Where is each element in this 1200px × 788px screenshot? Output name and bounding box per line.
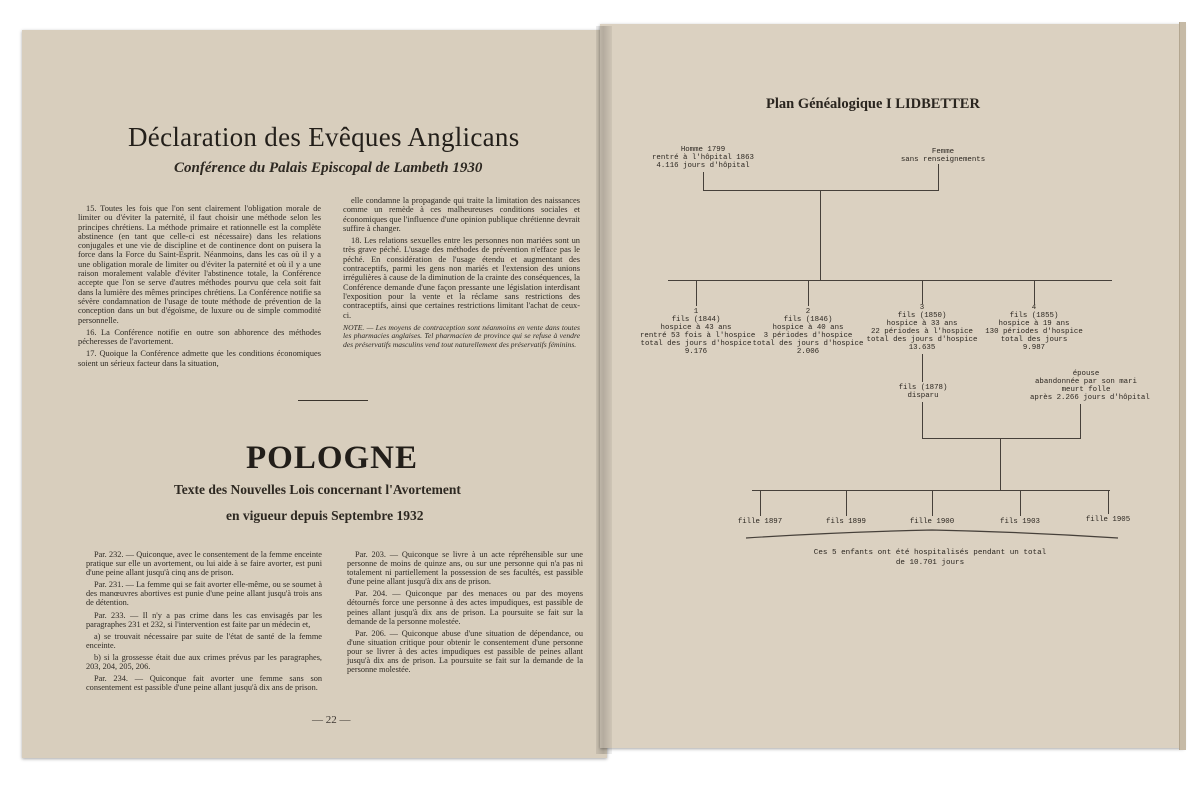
children-bar bbox=[668, 280, 1112, 281]
grandchild-4: fils 1903 bbox=[1000, 518, 1040, 526]
descent-line bbox=[820, 190, 821, 280]
father-line bbox=[703, 172, 704, 190]
article-233-a: a) se trouvait nécessaire par suite de l'état de santé de la femme enceinte. bbox=[86, 631, 322, 650]
father-line-2: rentré à l'hôpital 1863 bbox=[651, 154, 754, 162]
child-1-line-a: fils (1844) bbox=[671, 316, 721, 324]
pologne-subtitle: Texte des Nouvelles Lois concernant l'Avortement bbox=[174, 482, 461, 497]
section-divider bbox=[298, 400, 368, 401]
child-1-total: 9.176 bbox=[684, 348, 708, 356]
grandchild-1: fille 1897 bbox=[737, 518, 783, 526]
child-4-line-c: 130 périodes d'hospice bbox=[985, 328, 1083, 336]
grandson-node bbox=[880, 384, 966, 400]
page-number: — 22 — bbox=[312, 714, 351, 726]
child-3-total: 13.635 bbox=[908, 344, 936, 352]
pologne-subtitle-date: en vigueur depuis Septembre 1932 bbox=[226, 508, 424, 523]
paragraph-15: 15. Toutes les fois que l'on sent clairement l'obligation morale de limiter ou d'éviter la paternité, il faut choisir une méthode selon les principes chrétiens. La méthode primaire et rationnelle est la complète abstinence (en tant que celle-ci est nécessaire) dans les relations conjugales et une vie de discipline et de continence dont on puisera la force dans la Force du Saint-Esprit. Néanmoins, dans les cas où il y a une obligation morale de limiter ou d'éviter la paternité et où il y a une raison moralement valable d'éviter l'abstinence totale, la Conférence accepte que l'on se serve d'autres méthodes pourvu que cela soit fait dans la lumière des mêmes principes chrétiens. La Conférence notifie sa sévère condamnation de l'usage de toute méthode de prévention de la conception dans un but d'égoïsme, de luxure ou de simple commodité personnelle. bbox=[78, 204, 321, 325]
child-3-descent bbox=[922, 354, 923, 382]
child-1-line-b: hospice à 43 ans bbox=[660, 324, 732, 332]
spouse-line-4: après 2.266 jours d'hôpital bbox=[1030, 394, 1150, 402]
second-descent-line bbox=[1000, 438, 1001, 490]
child-2-number: 2 bbox=[805, 308, 811, 316]
spouse-line bbox=[1080, 404, 1081, 438]
grandchild-5: fille 1905 bbox=[1085, 516, 1131, 524]
article-203: Par. 203. — Quiconque se livre à un acte répréhensible sur une personne de moins de quinze ans, ou sur une personne qui n'a pas ni totalement ni partiellement la possession de ses facultés, est passible d'une peine allant jusqu'à dix ans de prison. bbox=[347, 550, 583, 587]
child-1-number: 1 bbox=[693, 308, 699, 316]
paragraph-16: 16. La Conférence notifie en outre son abhorence des méthodes pécheresses de l'avortement. bbox=[78, 327, 321, 347]
child-1-line-d: total des jours d'hospice bbox=[640, 340, 752, 348]
pologne-title: POLOGNE bbox=[246, 440, 419, 476]
child-4-line-d: total des jours bbox=[1000, 336, 1068, 344]
child-2-line-d: total des jours d'hospice bbox=[752, 340, 864, 348]
second-marriage-line bbox=[922, 438, 1081, 439]
paragraph-17-continued: elle condamne la propagande qui traite la limitation des naissances comme un remède à ces malheureuses conditions sociales et économiques que l'influence d'une opinion publique chrétienne devrait suffire à changer. bbox=[343, 196, 580, 233]
grandchild-3-line bbox=[932, 490, 933, 516]
child-4-line bbox=[1034, 280, 1035, 304]
child-2-line bbox=[808, 280, 809, 306]
child-2-total: 2.006 bbox=[796, 348, 820, 356]
note: NOTE. — Les moyens de contraception sont néanmoins en vente dans toutes les pharmacies anglaises. Tel pharmacien de province qui se refuse à vendre des préservatifs masculins vend tout naturellement des préservatifs féminins. bbox=[343, 322, 580, 349]
article-233: Par. 233. — Il n'y a pas crime dans les cas envisagés par les paragraphes 231 et 232, si l'intervention est faite par un médecin et, bbox=[86, 610, 322, 629]
law-column-1 bbox=[86, 550, 322, 695]
father-line-1: Homme 1799 bbox=[680, 146, 726, 154]
mother-node bbox=[888, 148, 998, 164]
child-2-node bbox=[752, 308, 864, 356]
law-column-2 bbox=[347, 550, 583, 677]
mother-line-1: Femme bbox=[931, 148, 955, 156]
mother-line bbox=[938, 164, 939, 190]
grandson-line-1: fils (1878) bbox=[898, 384, 948, 392]
child-4-node bbox=[978, 304, 1090, 352]
grandson-line-2: disparu bbox=[907, 392, 939, 400]
grandchild-3: fille 1900 bbox=[909, 518, 955, 526]
child-3-line-b: hospice à 33 ans bbox=[886, 320, 958, 328]
child-2-line-c: 3 périodes d'hospice bbox=[763, 332, 853, 340]
brace-line bbox=[744, 526, 1120, 542]
page-edges bbox=[1179, 22, 1186, 750]
grandchildren-bar bbox=[752, 490, 1110, 491]
mother-line-2: sans renseignements bbox=[900, 156, 986, 164]
grandchild-1-line bbox=[760, 490, 761, 516]
father-node bbox=[648, 146, 758, 170]
child-4-total: 9.987 bbox=[1022, 344, 1046, 352]
paragraph-18: 18. Les relations sexuelles entre les personnes non mariées sont un très grave péché. L'usage des méthodes de prévention n'efface pas le péché. En considération de l'usage étendu et augmentant des contraceptifs, parmi les gens non mariés et l'extension des unions irrégulières à cause de la diminution de la crainte des conséquences, la Conférence demande d'une façon pressante une législation interdisant l'exposition pour la vente et la réclame sans restrictions des contraceptifs, ainsi que certaines restrictions limitant l'achat de ceux-ci. bbox=[343, 236, 580, 320]
declaration-column-1 bbox=[78, 204, 321, 371]
child-3-line bbox=[922, 280, 923, 304]
grandchild-2-line bbox=[846, 490, 847, 516]
grandchild-2: fils 1899 bbox=[826, 518, 866, 526]
genealogy-title: Plan Généalogique I LIDBETTER bbox=[766, 96, 980, 112]
child-3-node bbox=[866, 304, 978, 352]
child-3-line-c: 22 périodes à l'hospice bbox=[870, 328, 973, 336]
spouse-line-1: épouse bbox=[1072, 370, 1100, 378]
child-3-line-a: fils (1850) bbox=[897, 312, 947, 320]
child-3-number: 3 bbox=[919, 304, 925, 312]
grandchild-4-line bbox=[1020, 490, 1021, 516]
spouse-node bbox=[1030, 370, 1150, 402]
father-line-3: 4.116 jours d'hôpital bbox=[656, 162, 750, 170]
child-4-number: 4 bbox=[1031, 304, 1037, 312]
child-2-line-a: fils (1846) bbox=[783, 316, 833, 324]
spouse-line-2: abandonnée par son mari bbox=[1034, 378, 1137, 386]
article-204: Par. 204. — Quiconque par des menaces ou par des moyens détournés force une personne à des actes impudiques, est passible de peines allant jusqu'à dix ans de prison. La poursuite se fait sur la demande de la personne molestée. bbox=[347, 589, 583, 626]
grandson-line bbox=[922, 402, 923, 438]
article-231: Par. 231. — La femme qui se fait avorter elle-même, ou se soumet à des manœuvres abortives est punie d'une peine allant jusqu'à trois ans de détention. bbox=[86, 580, 322, 608]
grandchild-5-line bbox=[1108, 490, 1109, 514]
child-2-line-b: hospice à 40 ans bbox=[772, 324, 844, 332]
book-gutter bbox=[596, 26, 612, 754]
child-1-line bbox=[696, 280, 697, 306]
child-3-line-d: total des jours d'hospice bbox=[866, 336, 978, 344]
spouse-line-3: meurt folle bbox=[1061, 386, 1111, 394]
child-1-line-c: rentré 53 fois à l'hospice bbox=[640, 332, 756, 340]
genealogy-caption bbox=[800, 548, 1060, 568]
marriage-line bbox=[703, 190, 939, 191]
article-232: Par. 232. — Quiconque, avec le consentement de la femme enceinte pratique sur elle un avortement, ou lui aide à se faire avorter, est puni d'une peine allant jusqu'à cinq ans de prison. bbox=[86, 550, 322, 578]
page-subtitle: Conférence du Palais Episcopal de Lambeth 1930 bbox=[174, 160, 483, 176]
child-4-line-a: fils (1855) bbox=[1009, 312, 1059, 320]
article-233-b: b) si la grossesse était due aux crimes prévus par les paragraphes, 203, 204, 205, 206. bbox=[86, 652, 322, 672]
declaration-column-2 bbox=[343, 196, 580, 349]
article-206: Par. 206. — Quiconque abuse d'une situation de dépendance, ou d'une situation critique pour obtenir le consentement d'une personne pour se livrer à des actes impudiques est passible de peines allant jusqu'à dix ans de prison. La poursuite se fait sur la demande de la personne molestée. bbox=[347, 628, 583, 675]
caption-line-2: de 10.701 jours bbox=[895, 559, 965, 567]
child-4-line-b: hospice à 19 ans bbox=[998, 320, 1070, 328]
page-title: Déclaration des Evêques Anglicans bbox=[128, 122, 520, 152]
article-234: Par. 234. — Quiconque fait avorter une femme sans son consentement est passible d'une peine allant jusqu'à dix ans de prison. bbox=[86, 674, 322, 693]
paragraph-17: 17. Quoique la Conférence admette que les conditions économiques soient un sérieux facteur dans la situation, bbox=[78, 349, 321, 368]
child-1-node bbox=[640, 308, 756, 356]
caption-line-1: Ces 5 enfants ont été hospitalisés pendant un total bbox=[813, 549, 1047, 557]
